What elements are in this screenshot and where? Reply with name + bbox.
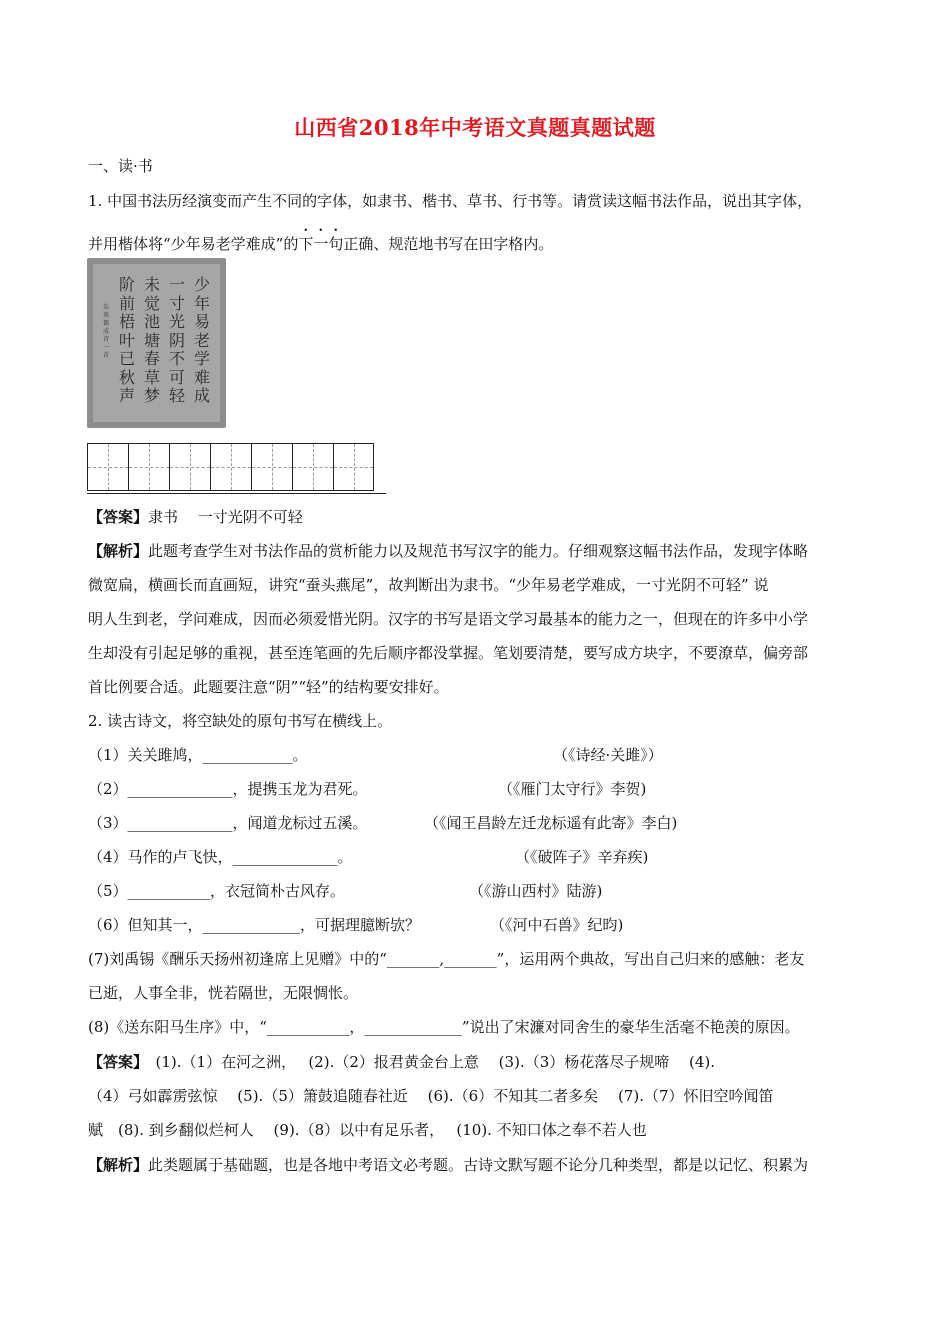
- answer-2-line: [88, 1052, 715, 1072]
- analysis-1-line: 生却没有引起足够的重视，甚至连笔画的先后顺序都没掌握。笔划要清楚，要写成方块字，不要潦草，偏旁部: [88, 644, 809, 662]
- question-2-item-8: (8)《送东阳马生序》中，“___________，_____________”说出了宋濂对同舍生的豪华生活毫不艳羡的原因。: [88, 1018, 800, 1036]
- tianzige-cell[interactable]: [333, 443, 374, 491]
- analysis-1-line: 明人生到老，学问难成，因而必须爱惜光阴。汉字的书写是语文学习最基本的能力之一，但现在的许多中小学: [88, 610, 809, 628]
- question-2-item: （4）马作的卢飞快，______________。: [88, 848, 353, 866]
- document-title: 山西省2018年中考语文真题真题试题: [294, 115, 656, 140]
- answer-label: 【答案】: [88, 1053, 141, 1071]
- calligraphy-column: 少年易老学难成: [193, 275, 210, 405]
- question-1-line-2a: 并用楷体将“少年易老学难成”的: [88, 235, 299, 253]
- question-1-line-2b: 正确、规范地书写在田字格内。: [343, 235, 554, 253]
- calligraphy-image: [87, 258, 226, 428]
- answer-label: 【答案】: [88, 508, 149, 526]
- analysis-2-text: 此类题属于基础题，也是各地中考语文必考题。古诗文默写题不论分几种类型，都是以记忆、积累为: [148, 1156, 809, 1174]
- tianzige-cell[interactable]: [169, 443, 210, 491]
- question-1-line-2: [88, 226, 553, 254]
- answer-2-line: （4）弓如霹雳弦惊 (5).（5）箫鼓追随春社近 (6).（6）不知其二者多矣 (7).（7）怀旧空吟闻笛: [88, 1087, 774, 1105]
- answer-1: [88, 507, 303, 527]
- question-2-source: （《游山西村》陆游): [469, 882, 603, 900]
- question-2-item: （3）______________，闻道龙标过五溪。: [88, 814, 368, 832]
- emphasized-text: 下一句: [298, 235, 344, 253]
- tianzige-cell[interactable]: [87, 443, 128, 491]
- analysis-2-line: [88, 1155, 808, 1175]
- question-2-item-7-cont: 已逝，人事全非，恍若隔世，无限惆怅。: [88, 984, 359, 1002]
- question-2-source: （《河中石兽》纪昀): [490, 916, 624, 934]
- calligraphy-column: 未觉池塘春草梦: [143, 275, 160, 405]
- question-2-item-7: (7)刘禹锡《酬乐天扬州初逢席上见赠》中的“_______,_______”，运用两个典故，写出自己归来的感触：老友: [88, 950, 805, 968]
- question-2-source: （《破阵子》辛弃疾): [515, 848, 649, 866]
- analysis-label: 【解析】: [88, 542, 149, 560]
- calligraphy-column: 阶前梧叶已秋声: [118, 275, 135, 405]
- question-2-intro: 2. 读古诗文，将空缺处的原句书写在横线上。: [88, 712, 393, 730]
- answer-1-text: 隶书 一寸光阴不可轻: [148, 508, 303, 526]
- answer-2-text: (1).（1）在河之洲， (2).（2）报君黄金台上意 (3).（3）杨花落尽子规啼 (4).: [140, 1053, 716, 1071]
- analysis-label: 【解析】: [88, 1156, 149, 1174]
- tianzige-cell[interactable]: [292, 443, 333, 491]
- analysis-1-line: 微宽扁，横画长而直画短，讲究“蚕头燕尾”，故判断出为隶书。“少年易老学难成，一寸光阴不可轻” 说: [88, 576, 769, 594]
- grid-underline: [87, 493, 386, 494]
- question-2-source: （《雁门太守行》李贺): [498, 780, 647, 798]
- calligraphy-inscription: 朱熹偶成诗一首: [103, 304, 110, 359]
- question-2-source: （《闻王昌龄左迁龙标遥有此寄》李白): [424, 814, 678, 832]
- calligraphy-column: 一寸光阴不可轻: [168, 275, 185, 405]
- analysis-1-line: 首比例要合适。此题要注意“阴”“轻”的结构要安排好。: [88, 678, 449, 696]
- answer-2-line: 赋 (8). 到乡翻似烂柯人 (9).（8）以中有足乐者， (10). 不知口体之奉不若人也: [88, 1121, 647, 1139]
- tianzige-cell[interactable]: [128, 443, 169, 491]
- tianzige-cell[interactable]: [251, 443, 292, 491]
- question-2-source: （《诗经·关雎》）: [553, 746, 663, 764]
- analysis-1-text: 此题考查学生对书法作品的赏析能力以及规范书写汉字的能力。仔细观察这幅书法作品，发现字体略: [148, 542, 809, 560]
- analysis-1-line: [88, 541, 808, 561]
- tianzige-cell[interactable]: [210, 443, 251, 491]
- question-2-item: （5）___________，衣冠简朴古风存。: [88, 882, 346, 900]
- section-heading: 一、读·书: [88, 157, 153, 175]
- question-1-line-1: 1. 中国书法历经演变而产生不同的字体，如隶书、楷书、草书、行书等。请赏读这幅书法作品，说出其字体，: [88, 192, 813, 210]
- question-2-item: （6）但知其一，_____________，可据理臆断欤？: [88, 916, 421, 934]
- tianzige-grid: [87, 443, 374, 491]
- question-2-item: （1）关关雎鸠，____________。: [88, 746, 308, 764]
- question-2-item: （2）______________，提携玉龙为君死。: [88, 780, 368, 798]
- calligraphy-paper: [93, 264, 220, 422]
